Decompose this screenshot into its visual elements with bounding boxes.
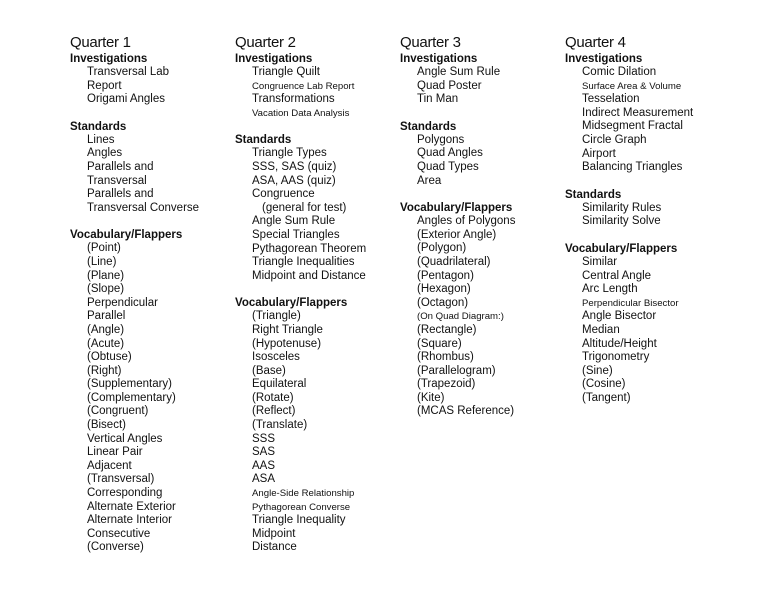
list-item: (Hexagon): [417, 283, 471, 296]
list-item: Angle Sum Rule: [417, 66, 501, 78]
section-heading-vocabulary: Vocabulary/Flappers: [400, 202, 513, 215]
list-item: Surface Area & Volume: [582, 80, 682, 92]
list-item: Lines: [87, 133, 115, 146]
list-item: Angle Sum Rule: [252, 215, 336, 228]
list-item: (Line): [87, 255, 117, 268]
list-item: Triangle Inequalities: [252, 256, 355, 269]
list-item: (Plane): [87, 269, 125, 282]
list-item: (Transversal): [87, 473, 155, 486]
list-item: (Congruent): [87, 405, 149, 418]
quarter-title: Quarter 1: [70, 34, 131, 51]
investigations-list: [565, 66, 730, 175]
list-item: Transversal Converse: [87, 201, 200, 214]
list-item: (MCAS Reference): [417, 405, 515, 418]
list-item: Comic Dilation: [582, 66, 657, 78]
list-item: Pythagorean Theorem: [252, 242, 367, 255]
list-item: (Base): [252, 364, 286, 377]
list-item: (Complementary): [87, 391, 176, 404]
list-item: Consecutive: [87, 527, 151, 540]
standards-list: [565, 202, 730, 229]
section-heading-investigations: Investigations: [565, 53, 643, 65]
list-item: Area: [417, 174, 442, 187]
list-item: Median: [582, 323, 620, 336]
list-item: (Polygon): [417, 242, 467, 255]
list-item: Trigonometry: [582, 351, 650, 364]
list-item: AAS: [252, 459, 276, 472]
list-item: (Rhombus): [417, 351, 474, 364]
list-item: (Hypotenuse): [252, 337, 322, 350]
list-item: (general for test): [262, 201, 347, 214]
list-item: SSS, SAS (quiz): [252, 160, 337, 173]
list-item: (On Quad Diagram:): [417, 311, 504, 323]
section-heading-standards: Standards: [235, 134, 292, 147]
standards-list: [400, 134, 565, 188]
list-item: Polygons: [417, 133, 465, 146]
list-item: Right Triangle: [252, 323, 323, 336]
quarter-title: Quarter 4: [565, 34, 626, 51]
vocabulary-list: [565, 256, 730, 406]
list-item: (Exterior Angle): [417, 228, 497, 241]
standards-list: [70, 134, 235, 216]
list-item: (Supplementary): [87, 378, 173, 391]
list-item: Perpendicular: [87, 296, 158, 309]
list-item: (Sine): [582, 364, 613, 377]
list-item: Adjacent: [87, 459, 132, 472]
list-item: (Triangle): [252, 310, 301, 323]
list-item: (Octagon): [417, 296, 469, 309]
vocabulary-list: [235, 310, 400, 555]
list-item: (Square): [417, 337, 462, 350]
investigations-list: [235, 66, 400, 120]
list-item: Vacation Data Analysis: [252, 107, 350, 119]
list-item: Parallels and: [87, 160, 154, 173]
list-item: Midsegment Fractal: [582, 120, 683, 133]
list-item: (Kite): [417, 391, 445, 404]
quarter-3-column: [400, 34, 565, 419]
list-item: Quad Angles: [417, 147, 483, 160]
list-item: Angle-Side Relationship: [252, 488, 355, 500]
list-item: Parallel: [87, 310, 126, 323]
standards-list: [235, 147, 400, 283]
list-item: Midpoint and Distance: [252, 269, 366, 282]
list-item: Quad Types: [417, 160, 479, 173]
section-heading-standards: Standards: [565, 188, 622, 201]
investigations-list: [400, 66, 565, 107]
list-item: Indirect Measurement: [582, 106, 694, 119]
list-item: SSS: [252, 432, 276, 445]
section-heading-standards: Standards: [70, 120, 127, 133]
list-item: (Bisect): [87, 419, 126, 432]
list-item: Tesselation: [582, 93, 640, 106]
list-item: Parallels and: [87, 188, 154, 201]
list-item: SAS: [252, 446, 276, 459]
list-item: Isosceles: [252, 351, 300, 364]
list-item: ASA, AAS (quiz): [252, 174, 336, 187]
list-item: Angle Bisector: [582, 310, 657, 323]
list-item: (Rectangle): [417, 323, 477, 336]
quarter-4-column: [565, 34, 730, 405]
list-item: (Converse): [87, 541, 144, 554]
list-item: (Parallelogram): [417, 364, 496, 377]
list-item: Triangle Types: [252, 147, 327, 160]
list-item: (Pentagon): [417, 269, 474, 282]
quarter-title: Quarter 3: [400, 34, 461, 51]
list-item: Equilateral: [252, 378, 307, 391]
list-item: Transformations: [252, 93, 335, 106]
section-heading-standards: Standards: [400, 120, 457, 133]
list-item: (Obtuse): [87, 351, 132, 364]
list-item: Triangle Quilt: [252, 66, 320, 78]
list-item: Similarity Rules: [582, 201, 662, 214]
list-item: Congruence Lab Report: [252, 80, 355, 92]
list-item: (Tangent): [582, 391, 631, 404]
quarter-2-column: [235, 34, 400, 555]
list-item: Transversal: [87, 174, 147, 187]
list-item: (Acute): [87, 337, 125, 350]
section-heading-vocabulary: Vocabulary/Flappers: [565, 242, 678, 255]
list-item: (Point): [87, 242, 121, 255]
list-item: (Rotate): [252, 391, 294, 404]
list-item: Special Triangles: [252, 228, 340, 241]
list-item: Linear Pair: [87, 446, 143, 459]
list-item: Vertical Angles: [87, 432, 163, 445]
list-item: Central Angle: [582, 269, 652, 282]
list-item: Similar: [582, 255, 618, 268]
section-heading-investigations: Investigations: [70, 53, 148, 65]
section-heading-vocabulary: Vocabulary/Flappers: [70, 229, 183, 242]
list-item: Alternate Interior: [87, 514, 173, 527]
list-item: (Angle): [87, 323, 125, 336]
vocabulary-list: [70, 242, 235, 555]
list-item: Circle Graph: [582, 133, 647, 146]
section-heading-investigations: Investigations: [235, 53, 313, 65]
section-heading-investigations: Investigations: [400, 53, 478, 65]
list-item: (Reflect): [252, 405, 296, 418]
investigations-list: [70, 66, 235, 107]
list-item: Alternate Exterior: [87, 500, 176, 513]
list-item: Triangle Inequality: [252, 514, 346, 527]
list-item: (Trapezoid): [417, 378, 476, 391]
quarter-1-column: [70, 34, 235, 555]
list-item: (Cosine): [582, 378, 626, 391]
list-item: Origami Angles: [87, 93, 165, 106]
section-heading-vocabulary: Vocabulary/Flappers: [235, 297, 348, 310]
list-item: Distance: [252, 541, 297, 554]
quarter-title: Quarter 2: [235, 34, 296, 51]
list-item: Airport: [582, 147, 616, 160]
list-item: Tin Man: [417, 93, 459, 106]
list-item: Perpendicular Bisector: [582, 297, 679, 309]
list-item: Congruence: [252, 188, 315, 201]
list-item: Pythagorean Converse: [252, 501, 351, 513]
list-item: Report: [87, 79, 122, 92]
list-item: Angles: [87, 147, 123, 160]
list-item: (Translate): [252, 419, 308, 432]
list-item: (Quadrilateral): [417, 255, 491, 268]
list-item: Quad Poster: [417, 79, 482, 92]
list-item: Angles of Polygons: [417, 215, 516, 228]
list-item: (Right): [87, 364, 122, 377]
list-item: ASA: [252, 473, 276, 486]
list-item: Balancing Triangles: [582, 161, 683, 174]
list-item: Similarity Solve: [582, 215, 661, 228]
list-item: Midpoint: [252, 527, 296, 540]
list-item: (Slope): [87, 283, 125, 296]
list-item: Arc Length: [582, 283, 638, 296]
list-item: Corresponding: [87, 487, 163, 500]
list-item: Transversal Lab: [87, 66, 170, 78]
vocabulary-list: [400, 215, 565, 419]
list-item: Altitude/Height: [582, 337, 657, 350]
